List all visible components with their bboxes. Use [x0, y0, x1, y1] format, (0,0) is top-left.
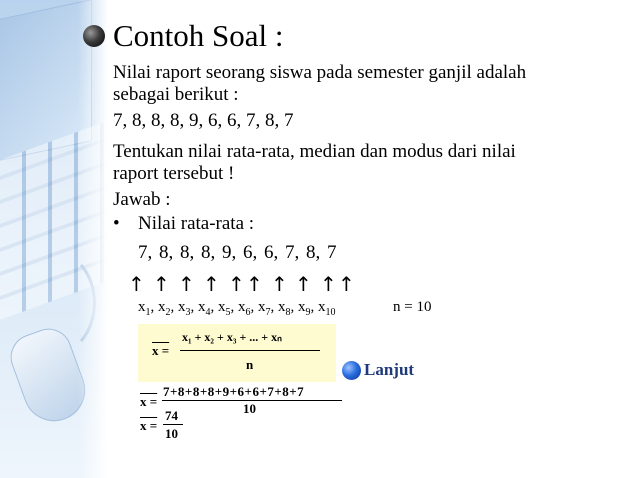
bullet-text: Nilai rata-rata : — [138, 213, 255, 234]
x-term: $x_3$ — [178, 299, 191, 318]
formula-fraction-bar — [180, 350, 320, 351]
title-bullet-icon — [83, 25, 105, 47]
x-term: $x_8$ — [278, 299, 291, 318]
calc2-lhs: x = — [140, 418, 158, 433]
arrows-row — [128, 272, 368, 294]
x-term-subscript: 6 — [245, 307, 251, 318]
calc2-fraction-bar — [163, 424, 183, 425]
x-term: $x_9$ — [298, 299, 311, 318]
lanjut-button[interactable]: Lanjut — [364, 360, 415, 379]
arrow-icon: ↑ — [320, 272, 337, 296]
x-term-subscript: 1 — [145, 307, 151, 318]
x-term-separator: , — [230, 299, 238, 315]
data-list: 7, 8, 8, 8, 9, 6, 6, 7, 8, 7 — [113, 110, 294, 131]
x-term: $x_1$ — [138, 299, 151, 318]
x-term-subscript: 9 — [305, 307, 311, 318]
answer-label: Jawab : — [113, 189, 171, 210]
calc1-lhs: x = — [140, 394, 158, 409]
arrow-icon: ↑ — [271, 272, 288, 296]
x-term-subscript: 8 — [285, 307, 291, 318]
x-term-separator: , — [290, 299, 298, 315]
x-term-separator: , — [270, 299, 278, 315]
arrow-icon: ↑ — [203, 272, 220, 296]
x-term: $x_4$ — [198, 299, 211, 318]
bullet-icon: • — [113, 213, 120, 234]
arrow-icon: ↑ — [338, 272, 355, 296]
x-term-subscript: 7 — [265, 307, 271, 318]
x-term-subscript: 5 — [225, 307, 231, 318]
x-term-separator: , — [210, 299, 218, 315]
x-term-separator: , — [190, 299, 198, 315]
x-term-subscript: 3 — [185, 307, 191, 318]
arrow-icon: ↑ — [228, 272, 245, 296]
intro-line-1: Nilai raport seorang siswa pada semester ganjil adalah — [113, 62, 527, 83]
formula-denominator: n — [246, 357, 254, 372]
x-term-separator: , — [310, 299, 318, 315]
sidebar-decoration — [0, 0, 108, 478]
x-term: $x_5$ — [218, 299, 231, 318]
x-term-separator: , — [150, 299, 158, 315]
n-label: n = 10 — [393, 299, 432, 315]
slide-title: Contoh Soal : — [113, 18, 284, 53]
task-line-2: raport tersebut ! — [113, 163, 235, 184]
arrow-icon: ↑ — [295, 272, 312, 296]
x-term-subscript: 2 — [165, 307, 171, 318]
formula-numerator: x₁ + x₂ + x₃ + ... + xₙ — [182, 330, 282, 344]
x-term-subscript: 10 — [325, 307, 336, 318]
arrow-icon: ↑ — [128, 272, 145, 296]
formula-lhs: x = — [152, 343, 170, 358]
x-term-separator: , — [250, 299, 258, 315]
arrow-icon: ↑ — [178, 272, 195, 296]
calc1-numerator: 7+8+8+8+9+6+6+7+8+7 — [163, 384, 305, 399]
calc2-denominator: 10 — [165, 426, 178, 441]
x-term: $x_{10}$ — [318, 299, 336, 318]
task-line-1: Tentukan nilai rata-rata, median dan modus dari nilai — [113, 141, 516, 162]
x-term: $x_6$ — [238, 299, 251, 318]
intro-line-2: sebagai berikut : — [113, 84, 239, 105]
sidebar-fade — [78, 0, 108, 478]
values-row: 7, 8, 8, 8, 9, 6, 6, 7, 8, 7 — [138, 242, 337, 263]
x-terms-row — [138, 299, 336, 318]
lanjut-button-icon[interactable] — [342, 361, 361, 380]
calc2-numerator: 74 — [165, 408, 178, 423]
calc1-denominator: 10 — [243, 401, 256, 416]
x-term: $x_2$ — [158, 299, 171, 318]
arrow-icon: ↑ — [246, 272, 263, 296]
formula-box — [138, 324, 336, 382]
x-term: $x_7$ — [258, 299, 271, 318]
x-term-separator: , — [170, 299, 178, 315]
x-term-subscript: 4 — [205, 307, 211, 318]
arrow-icon: ↑ — [153, 272, 170, 296]
